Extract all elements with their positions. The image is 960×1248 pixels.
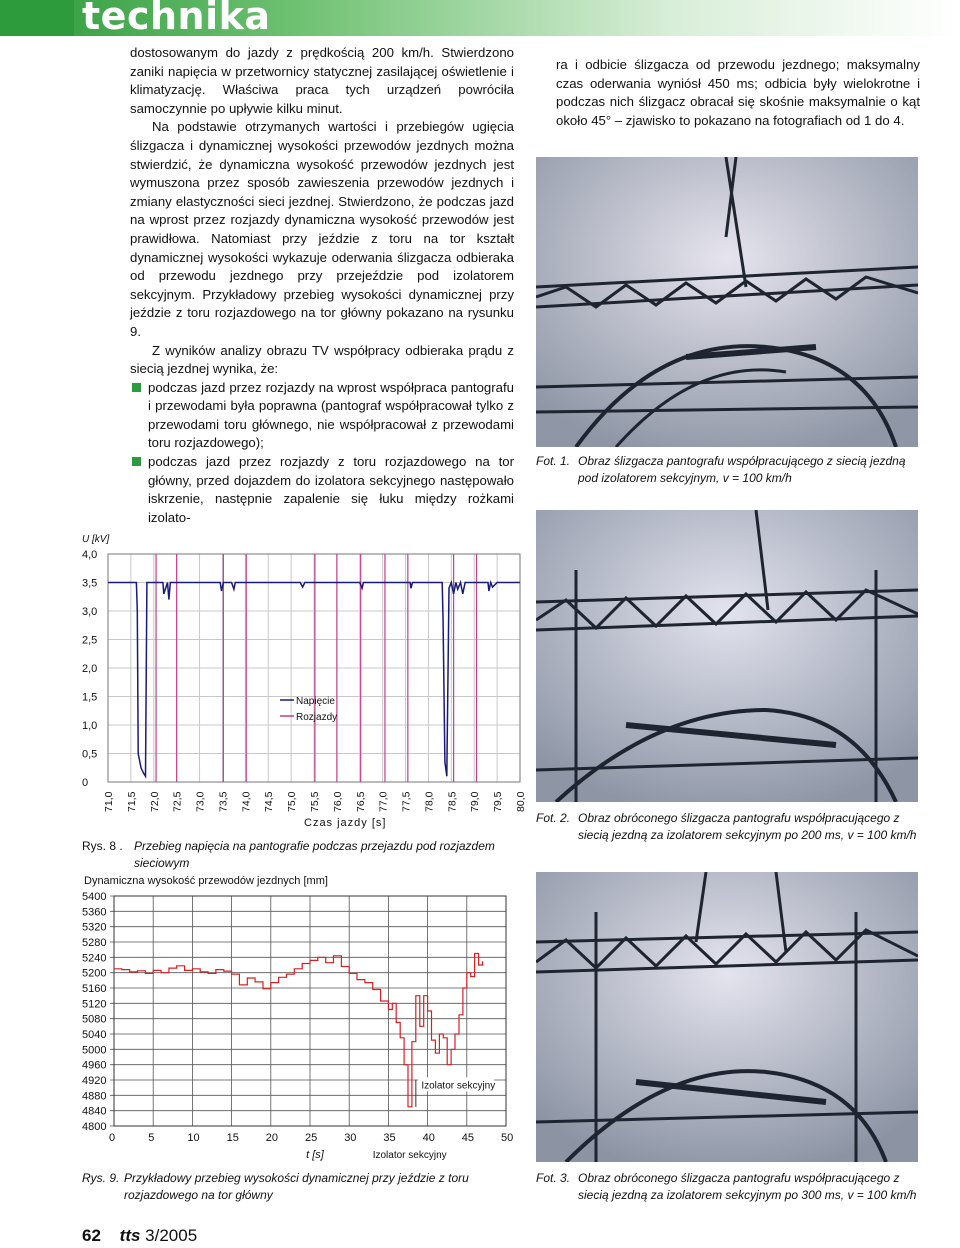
x-tick-label: 79,5 — [492, 791, 505, 812]
x-tick-label: 50 — [501, 1132, 514, 1144]
y-tick-label: 2,5 — [82, 634, 98, 647]
y-tick-label: 5280 — [82, 937, 107, 949]
x-tick-label: 77,0 — [377, 791, 390, 812]
x-tick-label: 30 — [344, 1132, 357, 1144]
x-axis-label: Czas jazdy [s] — [304, 817, 387, 829]
y-tick-label: 4,0 — [82, 549, 98, 561]
caption-label: Rys. 9. — [82, 1171, 120, 1185]
x-tick-label: 15 — [226, 1132, 239, 1144]
bullet-item — [130, 379, 514, 453]
bullet-text: podczas jazd przez rozjazdy z toru rozjazdowego na tor główny, przed dojazdem do izolatora sekcyjnego następowało iskrzenie, następnie zapalenie się łuku między rożkami izolato- — [148, 454, 514, 525]
x-tick-label: 74,5 — [263, 791, 276, 812]
x-tick-label: 20 — [265, 1132, 279, 1144]
bullet-text: podczas jazd przez rozjazdy na wprost współpraca pantografu i przewodami była poprawna (pantograf współpracował tylko z przewodami toru głównego, nie współpracował z przewodami toru rozjazdowego); — [148, 379, 514, 451]
paragraph: Z wyników analizy obrazu TV współpracy odbieraka prądu z siecią jezdnej wynika, że: — [130, 342, 514, 377]
y-tick-label: 1,0 — [82, 720, 98, 732]
caption-label: Fot. 2. — [536, 811, 571, 825]
y-tick-label: 1,5 — [82, 691, 98, 704]
caption-text: Obraz obróconego ślizgacza pantografu współpracującego z siecią jezdną za izolatorem sekcyjnym po 300 ms, v = 100 km/h — [578, 1171, 917, 1202]
x-tick-label: 80,0 — [515, 791, 527, 812]
y-tick-label: 5120 — [82, 998, 107, 1011]
x-tick-label: 25 — [305, 1132, 318, 1144]
y-tick-label: 2,0 — [82, 663, 98, 675]
y-tick-label: 5360 — [82, 906, 107, 919]
section-title: technika — [82, 0, 271, 38]
x-tick-label: 76,0 — [331, 791, 344, 812]
y-tick-label: 0,5 — [82, 748, 98, 761]
x-tick-label: 0 — [109, 1132, 116, 1144]
page-footer — [82, 1226, 197, 1246]
x-tick-label: 35 — [383, 1132, 396, 1144]
x-tick-label: 75,5 — [309, 791, 321, 812]
x-tick-label: 71,5 — [125, 791, 138, 812]
y-tick-label: 4840 — [82, 1105, 107, 1118]
x-tick-label: 78,5 — [446, 791, 459, 812]
y-tick-label: 3,5 — [82, 577, 98, 590]
x-tick-label: 45 — [461, 1132, 475, 1144]
y-tick-label: 4880 — [82, 1090, 107, 1103]
x-tick-label: 10 — [187, 1132, 200, 1144]
y-axis-label: U [kV] — [82, 534, 110, 545]
header-accent — [0, 0, 74, 36]
issue-number: 3/2005 — [145, 1226, 198, 1245]
bullet-square-icon — [132, 383, 141, 392]
y-tick-label: 0 — [82, 777, 89, 789]
chart-height — [78, 872, 528, 1162]
annotation-label: Izolator sekcyjny — [421, 1080, 496, 1092]
x-tick-label: 71,0 — [103, 791, 115, 812]
caption-text: Obraz obróconego ślizgacza pantografu współpracującego z siecią jezdną za izolatorem sekcyjnym po 200 ms, v = 100 km/h — [578, 811, 917, 842]
x-tick-label: 79,0 — [469, 791, 482, 812]
y-tick-label: 5240 — [82, 952, 107, 965]
legend-label: Napięcie — [296, 696, 335, 707]
x-tick-label: 72,5 — [171, 791, 184, 812]
bullet-square-icon — [132, 457, 141, 466]
x-axis-label: t [s] — [306, 1149, 324, 1161]
y-tick-label: 5080 — [82, 1013, 107, 1026]
caption-text: Przebieg napięcia na pantografie podczas przejazdu pod rozjazdem sieciowym — [134, 839, 495, 870]
photo-pantograph-3 — [536, 872, 918, 1162]
x-tick-label: 78,0 — [423, 791, 436, 812]
y-tick-label: 5200 — [82, 967, 107, 980]
y-tick-label: 4800 — [82, 1121, 107, 1133]
photo-pantograph-1 — [536, 157, 918, 447]
y-tick-label: 5320 — [82, 921, 107, 934]
caption-text: Obraz ślizgacza pantografu współpracującego z siecią jezdną pod izolatorem sekcyjnym, v = 100 km/h — [578, 454, 906, 485]
chart-voltage — [78, 530, 528, 840]
x-tick-label: 73,5 — [217, 791, 230, 812]
x-tick-label: 40 — [422, 1132, 435, 1144]
annotation-label: Izolator sekcyjny — [372, 1150, 447, 1161]
x-tick-label: 73,0 — [194, 791, 207, 812]
y-tick-label: 5040 — [82, 1029, 107, 1041]
x-tick-label: 72,0 — [148, 791, 161, 812]
y-tick-label: 5160 — [82, 983, 107, 995]
x-tick-label: 5 — [148, 1132, 155, 1144]
right-column — [556, 56, 920, 130]
caption-text: Przykładowy przebieg wysokości dynamicznej przy jeździe z toru rozjazdowego na tor główny — [124, 1171, 469, 1202]
caption-label: Fot. 1. — [536, 454, 571, 468]
x-tick-label: 75,0 — [286, 791, 299, 812]
magazine-logo: tts — [119, 1226, 141, 1245]
paragraph: ra i odbicie ślizgacza od przewodu jezdnego; maksymalny czas oderwania wyniósł 450 ms; odbicia były wielokrotne i podczas nich ślizgacz obracał się skośnie maksymalnie o kąt około 45° – zjawisko to pokazano na fotografiach od 1 do 4. — [556, 57, 920, 128]
chart-title: Dynamiczna wysokość przewodów jezdnych [mm] — [84, 875, 328, 887]
legend-label: Rozjazdy — [296, 712, 338, 723]
paragraph: Na podstawie otrzymanych wartości i przebiegów ugięcia ślizgacza i dynamicznej wysokości przewodów jezdnych można stwierdzić, że dynamiczna wysokość przewodów jezdnych jest wymuszona przez sposób zawieszenia przewodów jezdnych i zmiany elastyczności sieci jezdnej. Stwierdzono, że podczas jazd na wprost przez rozjazdy dynamiczna wysokość przewodów jest prawidłowa. Natomiast przy jeździe z toru na tor kształt dynamicznej wysokości wykazuje oderwania ślizgacza odbieraka od przewodu jezdnego przy przejeździe pod izolatorem sekcyjnym. Przykładowy przebieg wysokości dynamicznej przy jeździe z toru rozjazdowego na tor główny pokazano na rysunku 9. — [130, 119, 514, 339]
paragraph: dostosowanym do jazdy z prędkością 200 km/h. Stwierdzono zaniki napięcia w przetwornicy statycznej zasilającej oświetlenie i klimatyzację. Właściwa praca tych urządzeń powróciła samoczynnie po upływie kilku minut. — [130, 45, 514, 116]
y-tick-label: 4920 — [82, 1075, 107, 1087]
photo-pantograph-2 — [536, 510, 918, 802]
y-tick-label: 3,0 — [82, 606, 98, 618]
y-tick-label: 4960 — [82, 1059, 107, 1072]
y-tick-label: 5000 — [82, 1044, 107, 1057]
caption-label: Rys. 8 . — [82, 839, 123, 853]
left-column — [130, 44, 514, 527]
page-number: 62 — [82, 1226, 101, 1245]
x-tick-label: 76,5 — [354, 791, 367, 812]
y-tick-label: 5400 — [82, 891, 107, 903]
bullet-item — [130, 453, 514, 527]
caption-label: Fot. 3. — [536, 1171, 571, 1185]
x-tick-label: 77,5 — [400, 791, 413, 812]
x-tick-label: 74,0 — [240, 791, 253, 812]
